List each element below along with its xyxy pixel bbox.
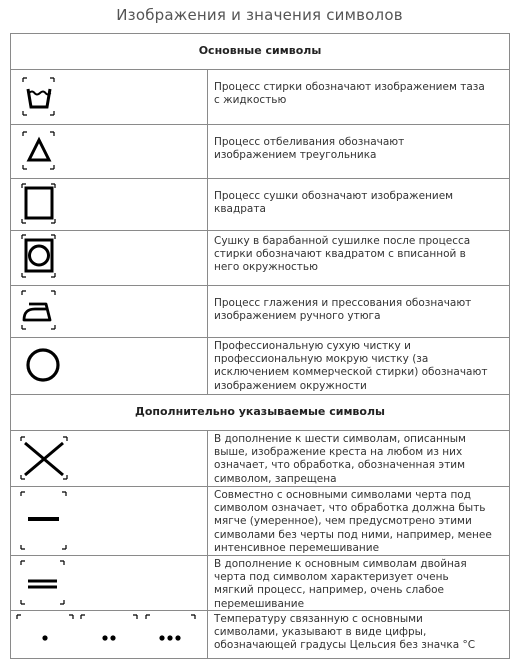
table-row <box>11 487 509 555</box>
double-bar-icon <box>11 556 208 610</box>
divider <box>11 394 509 395</box>
circle-icon <box>11 338 208 394</box>
triangle-icon <box>11 125 208 178</box>
table-row <box>11 70 509 124</box>
row-description: В дополнение к шести символам, описанным выше, изображение креста на любом из них означает, что обработка, обозначенная этим символом, запрещена <box>214 433 466 485</box>
square-icon <box>11 179 208 230</box>
symbol-cell <box>11 286 208 337</box>
symbol-cell <box>11 431 208 486</box>
wash-basin-icon <box>11 70 208 124</box>
symbol-cell <box>11 556 208 610</box>
table-row <box>11 431 509 486</box>
row-description: Процесс отбеливания обозначают изображением треугольника <box>214 136 405 162</box>
symbol-cell <box>11 611 208 659</box>
symbol-cell <box>11 487 208 555</box>
table-row <box>11 125 509 178</box>
symbol-cell <box>11 231 208 285</box>
section-header-additional: Дополнительно указываемые символы <box>135 405 385 418</box>
table-row <box>11 556 509 610</box>
symbol-cell <box>11 125 208 178</box>
row-description: Сушку в барабанной сушилке после процесса стирки обозначают квадратом с вписанной в него окружностью <box>214 235 471 274</box>
row-description: Профессиональную сухую чистку и профессиональную мокрую чистку (за исключением коммерческой стирки) обозначают изображением окружности <box>214 340 488 392</box>
iron-icon <box>11 286 208 337</box>
row-description: Процесс глажения и прессования обозначают изображением ручного утюга <box>214 297 472 323</box>
symbol-cell <box>11 179 208 230</box>
square-circle-icon <box>11 231 208 285</box>
page-title: Изображения и значения символов <box>116 6 403 24</box>
single-bar-icon <box>11 487 208 555</box>
table-row <box>11 338 509 394</box>
cross-icon <box>11 431 208 486</box>
symbol-cell <box>11 70 208 124</box>
dots-icon <box>11 611 208 659</box>
row-description: Процесс сушки обозначают изображением квадрата <box>214 190 454 216</box>
table-row <box>11 286 509 337</box>
symbols-table <box>10 33 510 659</box>
table-row <box>11 231 509 285</box>
section-header-basic: Основные символы <box>198 44 322 57</box>
row-description: В дополнение к основным символам двойная черта под символом характеризует очень мягкий процесс, например, очень слабое перемешивание <box>214 558 467 610</box>
row-description: Температуру связанную с основными символами, указывают в виде цифры, обозначающей градусы Цельсия без значка °C <box>214 613 476 652</box>
symbol-cell <box>11 338 208 394</box>
row-description: Процесс стирки обозначают изображением таза с жидкостью <box>214 81 485 107</box>
table-row <box>11 611 509 659</box>
table-row <box>11 179 509 230</box>
row-description: Совместно с основными символами черта под символом означает, что обработка должна быть мягче (умеренное), чем предусмотрено этими символами без черты под ними, например, менее интенсивное перемешивание <box>214 489 492 554</box>
